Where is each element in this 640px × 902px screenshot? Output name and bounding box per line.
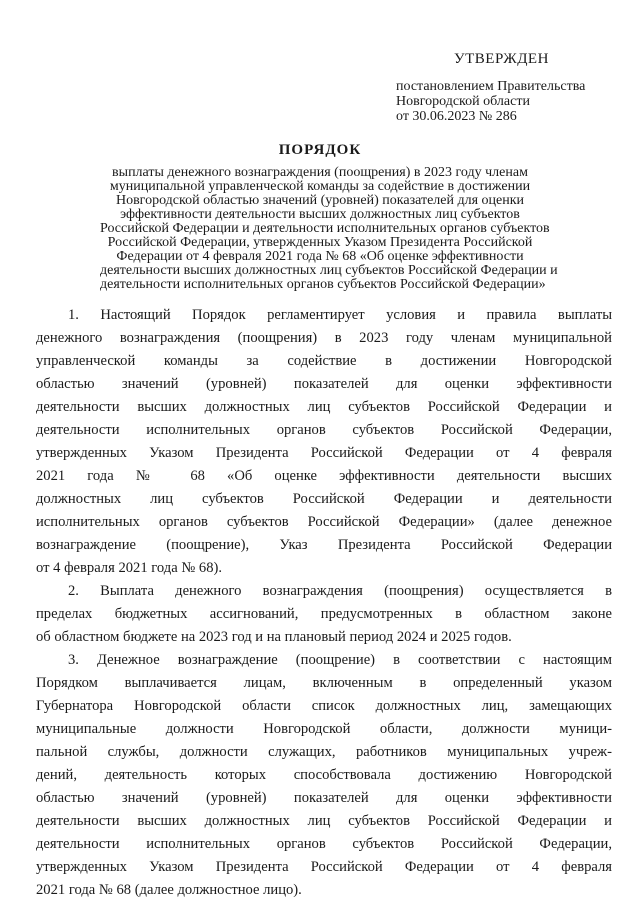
paragraph-line: деятельности исполнительных органов субъектов Российской Федерации, bbox=[36, 836, 612, 852]
paragraph-line: исполнительных органов субъектов Российской Федерации» (далее денежное bbox=[36, 514, 612, 530]
paragraph-line: 1. Настоящий Порядок регламентирует условия и правила выплаты bbox=[68, 307, 612, 323]
subtitle-line: Новгородской областью значений (уровней) показателей для оценки bbox=[115, 193, 525, 208]
paragraph-line: Порядком выплачивается лицам, включенным в определенный указом bbox=[36, 675, 612, 691]
subtitle-line: Российской Федерации, утвержденных Указом Президента Российской bbox=[107, 235, 533, 250]
document-subtitle bbox=[100, 165, 558, 292]
subtitle-line: Российской Федерации и деятельности исполнительных органов субъектов bbox=[100, 221, 550, 236]
paragraph-line: от 4 февраля 2021 года № 68). bbox=[36, 560, 223, 576]
approval-line: от 30.06.2023 № 286 bbox=[396, 109, 517, 124]
paragraph-line: об областном бюджете на 2023 год и на плановый период 2024 и 2025 годов. bbox=[36, 629, 512, 645]
approved-heading: УТВЕРЖДЕН bbox=[454, 51, 549, 67]
paragraph-line: 3. Денежное вознаграждение (поощрение) в соответствии с настоящим bbox=[68, 652, 612, 668]
paragraph-line: утвержденных Указом Президента Российской Федерации от 4 февраля bbox=[36, 445, 612, 461]
paragraph-line: денежного вознаграждения (поощрения) в 2023 году членам муниципальной bbox=[36, 330, 612, 346]
paragraph-line: должностных лиц субъектов Российской Федерации и деятельности bbox=[36, 491, 612, 507]
paragraph-2 bbox=[36, 580, 612, 649]
paragraph-line: деятельности высших должностных лиц субъектов Российской Федерации и bbox=[36, 813, 612, 829]
paragraph-line: 2. Выплата денежного вознаграждения (поощрения) осуществляется в bbox=[68, 583, 612, 599]
paragraph-line: утвержденных Указом Президента Российской Федерации от 4 февраля bbox=[36, 859, 612, 875]
paragraph-line: 2021 года № 68 (далее должностное лицо). bbox=[36, 882, 302, 898]
document-title: ПОРЯДОК bbox=[278, 142, 362, 158]
subtitle-line: выплаты денежного вознаграждения (поощрения) в 2023 году членам bbox=[112, 165, 528, 180]
paragraph-line: деятельности высших должностных лиц субъектов Российской Федерации и bbox=[36, 399, 612, 415]
paragraph-line: дений, деятельность которых способствовала достижению Новгородской bbox=[36, 767, 612, 783]
paragraph-1 bbox=[36, 304, 612, 580]
paragraph-line: пределах бюджетных ассигнований, предусмотренных в областном законе bbox=[36, 606, 612, 622]
paragraph-line: муниципальные должности Новгородской области, должности муници- bbox=[36, 721, 612, 737]
approval-line: Новгородской области bbox=[396, 94, 530, 109]
paragraph-line: деятельности исполнительных органов субъектов Российской Федерации, bbox=[36, 422, 612, 438]
approval-stamp-block bbox=[396, 52, 626, 124]
paragraph-line: управленческой команды за содействие в достижении Новгородской bbox=[36, 353, 612, 369]
paragraph-line: областью значений (уровней) показателей для оценки эффективности bbox=[36, 376, 612, 392]
subtitle-line: деятельности высших должностных лиц субъектов Российской Федерации и bbox=[100, 263, 558, 278]
paragraph-line: вознаграждение (поощрение), Указ Президента Российской Федерации bbox=[36, 537, 612, 553]
paragraph-line: областью значений (уровней) показателей для оценки эффективности bbox=[36, 790, 612, 806]
subtitle-line: Федерации от 4 февраля 2021 года № 68 «Об оценке эффективности bbox=[116, 249, 524, 264]
approval-line: постановлением Правительства bbox=[396, 79, 586, 94]
document-body bbox=[36, 304, 612, 902]
paragraph-line: пальной службы, должности служащих, работников муниципальных учреж- bbox=[36, 744, 612, 760]
paragraph-line: Губернатора Новгородской области список должностных лиц, замещающих bbox=[36, 698, 612, 714]
subtitle-line: эффективности деятельности высших должностных лиц субъектов bbox=[120, 207, 520, 222]
subtitle-line: деятельности исполнительных органов субъектов Российской Федерации» bbox=[100, 277, 546, 292]
subtitle-line: муниципальной управленческой команды за содействие в достижении bbox=[109, 179, 531, 194]
paragraph-line: 2021 года № 68 «Об оценке эффективности деятельности высших bbox=[36, 468, 612, 484]
paragraph-3 bbox=[36, 649, 612, 902]
